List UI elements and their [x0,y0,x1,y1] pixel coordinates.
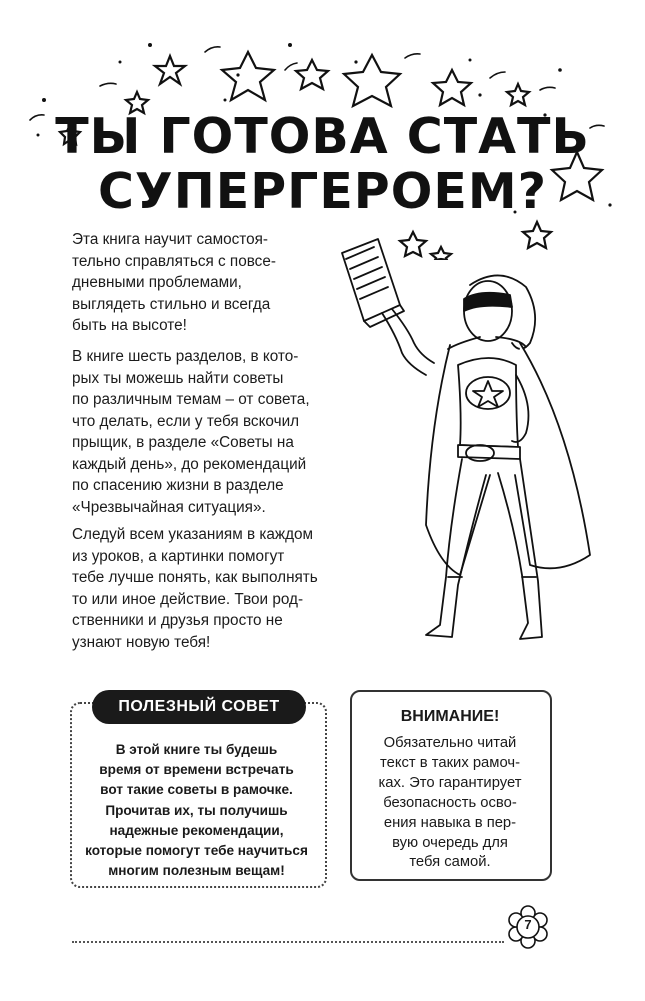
star-icon [155,56,185,84]
useful-tip-text: В этой книге ты будешь время от времени встречать вот такие советы в рамочке. Прочитав их, ты получишь надежные рекомендации, которые помогут тебе научиться многим полезным вещам! [85,742,308,879]
page-number: 7 [524,917,532,932]
superhero-illustration [330,225,630,655]
footer-divider [72,941,504,943]
warning-text: Обязательно читай текст в таких рамоч- ках. Это гарантирует безопасность осво- ения навыка в пер- вую очередь для тебя самой. [378,735,522,871]
page-title-line1: ТЫ ГОТОВА СТАТЬ [55,108,590,165]
intro-paragraph-1: Эта книга научит самостоя- тельно справляться с повсе- дневными проблемами, выглядеть стильно и всегда быть на высоте! [72,231,276,334]
intro-paragraph-2: В книге шесть разделов, в кото- рых ты можешь найти советы по различным темам – от совета, что делать, если у тебя вскочил прыщик, в разделе «Советы на каждый день», до рекомендаций по спасению жизни в разделе «Чрезвычайная ситуация». [72,348,310,516]
star-icon [296,60,328,89]
useful-tip-label: ПОЛЕЗНЫЙ СОВЕТ [92,690,306,724]
page-title-line2: СУПЕРГЕРОЕМ? [97,163,548,220]
star-icon [433,70,471,105]
star-icon [222,52,274,100]
intro-paragraph-3: Следуй всем указаниям в каждом из уроков, а картинки помогут тебе лучше понять, как выполнять то или иное действие. Твои род- ственники и друзья просто не узнают новую тебя! [72,526,318,651]
star-icon [507,84,529,105]
star-icon [344,55,400,106]
warning-title: ВНИМАНИЕ! [400,708,500,725]
